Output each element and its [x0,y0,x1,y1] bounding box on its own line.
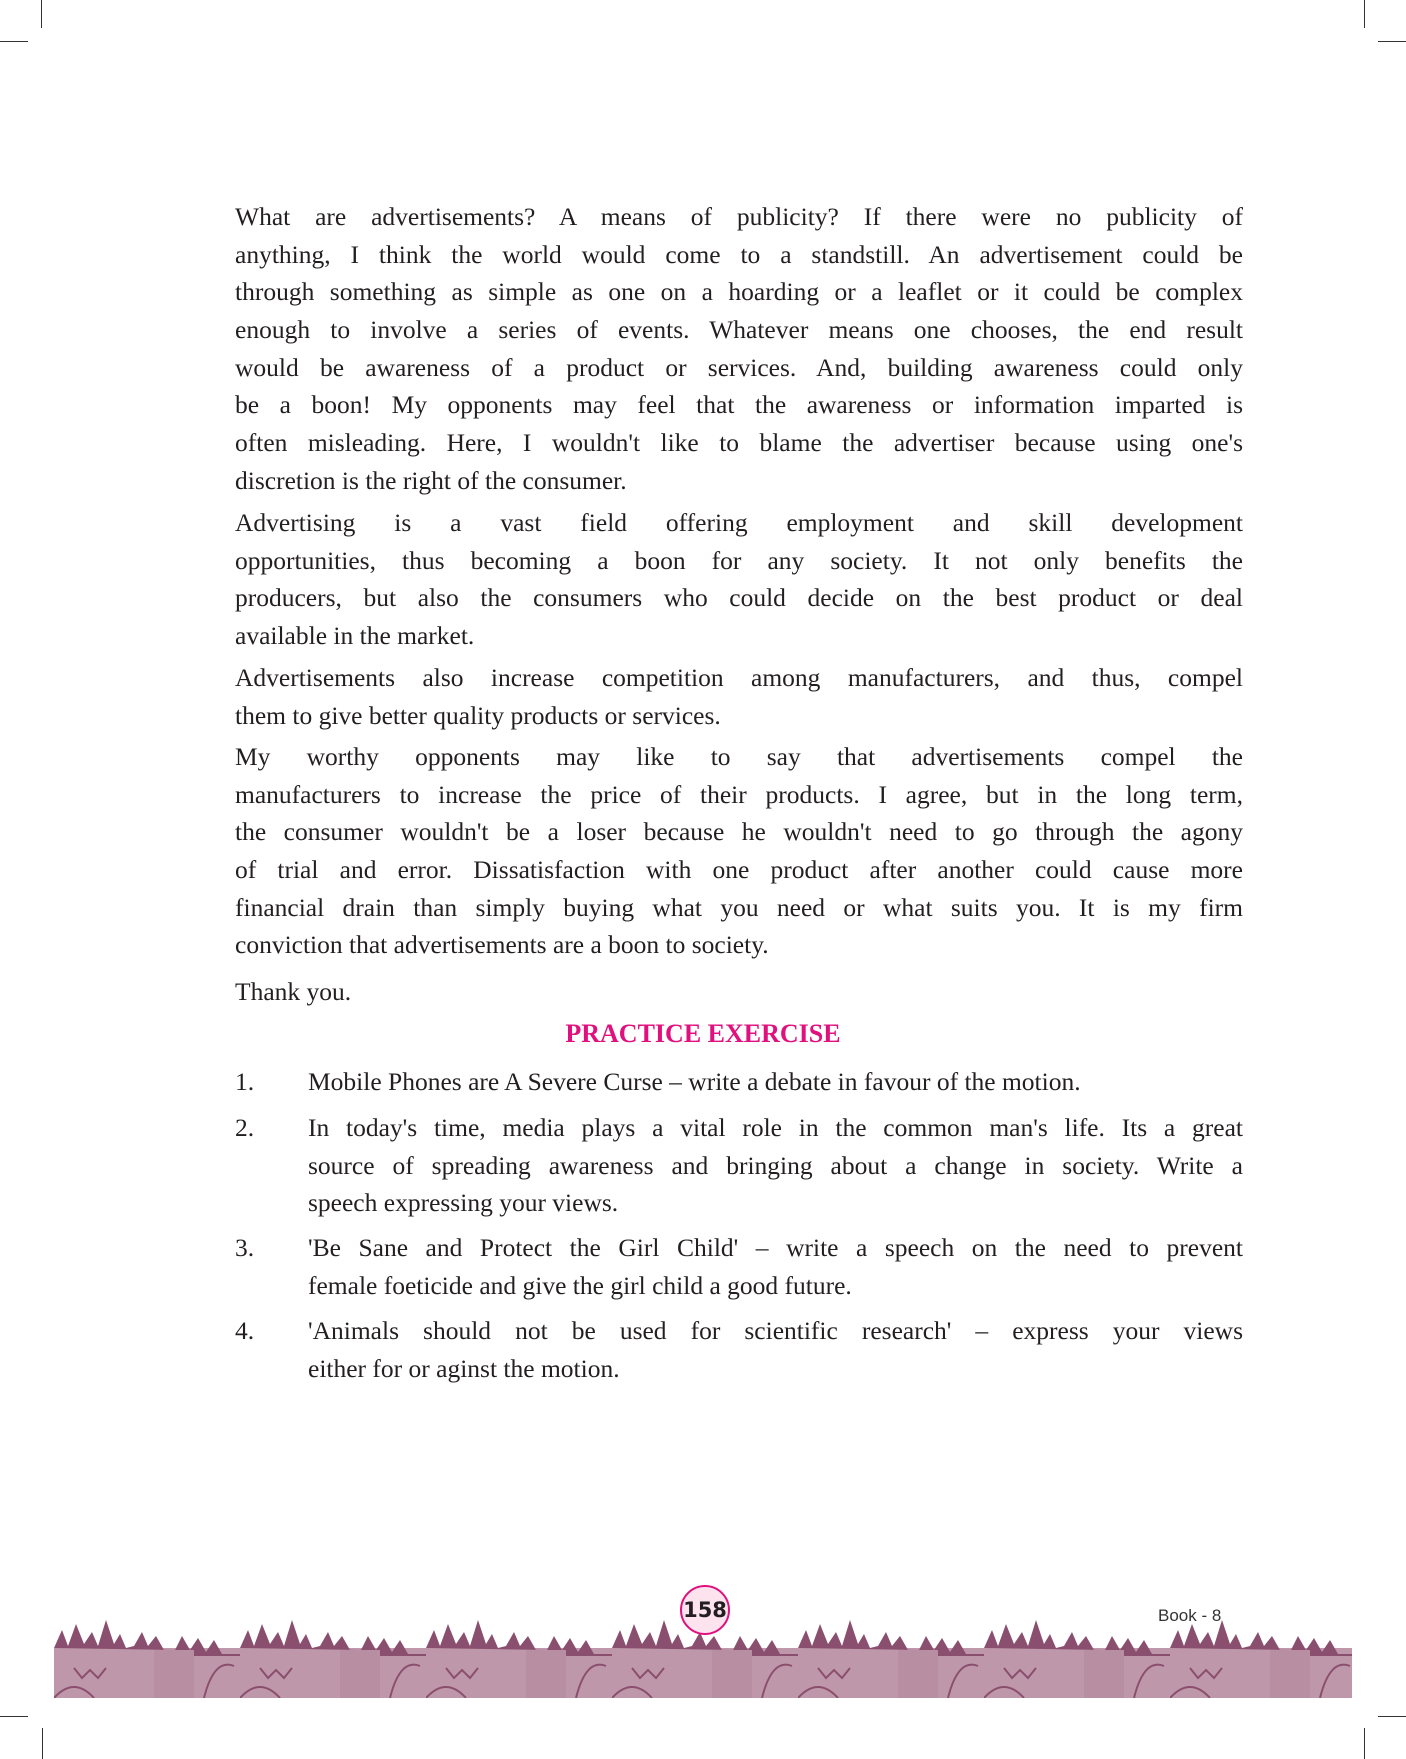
item-text [308,1109,1243,1222]
crop-mark [0,41,28,42]
paragraph [235,738,1243,964]
paragraph [235,659,1243,734]
text-line: would be awareness of a product or services. And, building awareness could only [235,352,1243,382]
item-number: 2. [235,1113,255,1142]
text-line: either for or aginst the motion. [308,1353,620,1383]
practice-exercise-heading: PRACTICE EXERCISE [565,1019,841,1048]
text-line: In today's time, media plays a vital role in the common man's life. Its a great [308,1113,1243,1142]
item-text [308,1063,1243,1101]
crop-mark [1364,0,1365,28]
text-line: the consumer wouldn't be a loser because he wouldn't need to go through the agony [235,817,1243,847]
paragraph [235,973,1243,1011]
item-number: 4. [235,1316,255,1345]
text-line: What are advertisements? A means of publicity? If there were no publicity of [235,202,1243,231]
text-line: manufacturers to increase the price of their products. I agree, but in the long term, [235,779,1243,809]
text-line: 'Be Sane and Protect the Girl Child' – write a speech on the need to prevent [308,1233,1243,1262]
text-line: financial drain than simply buying what you need or what suits you. It is my firm [235,892,1243,922]
text-line: Mobile Phones are A Severe Curse – write a debate in favour of the motion. [308,1067,1081,1096]
text-line: speech expressing your views. [308,1188,619,1218]
paragraph [235,198,1243,500]
crop-mark [0,1716,28,1717]
text-line: anything, I think the world would come to a standstill. An advertisement could be [235,239,1243,269]
item-number: 1. [235,1067,255,1096]
text-line: of trial and error. Dissatisfaction with one product after another could cause more [235,855,1243,885]
crop-mark [1364,1728,1365,1759]
item-text [308,1229,1243,1304]
book-label: Book - 8 [1158,1606,1222,1625]
text-line: enough to involve a series of events. Whatever means one chooses, the end result [235,315,1243,345]
text-line: be a boon! My opponents may feel that the awareness or information imparted is [235,390,1243,420]
text-line: female foeticide and give the girl child a good future. [308,1270,852,1300]
item-number: 3. [235,1233,255,1262]
crop-mark [42,1728,43,1759]
crop-mark [1378,41,1406,42]
text-line: Thank you. [235,977,352,1006]
text-line: 'Animals should not be used for scientific research' – express your views [308,1316,1243,1345]
text-line: opportunities, thus becoming a boon for any society. It not only benefits the [235,545,1243,575]
crop-mark [41,0,42,28]
text-line: them to give better quality products or services. [235,700,721,730]
item-text [308,1312,1243,1387]
text-line: often misleading. Here, I wouldn't like to blame the advertiser because using one's [235,428,1243,458]
text-line: Advertisements also increase competition among manufacturers, and thus, compel [235,663,1243,692]
text-line: available in the market. [235,621,475,651]
text-line: producers, but also the consumers who could decide on the best product or deal [235,583,1243,613]
crop-mark [1378,1716,1406,1717]
paragraph [235,504,1243,655]
text-line: source of spreading awareness and bringing about a change in society. Write a [308,1150,1243,1180]
text-line: My worthy opponents may like to say that advertisements compel the [235,742,1243,771]
page-number: 158 [680,1585,730,1635]
text-line: conviction that advertisements are a boon to society. [235,930,769,960]
text-line: Advertising is a vast field offering employment and skill development [235,508,1243,537]
text-line: discretion is the right of the consumer. [235,465,627,495]
text-line: through something as simple as one on a hoarding or a leaflet or it could be complex [235,277,1243,307]
